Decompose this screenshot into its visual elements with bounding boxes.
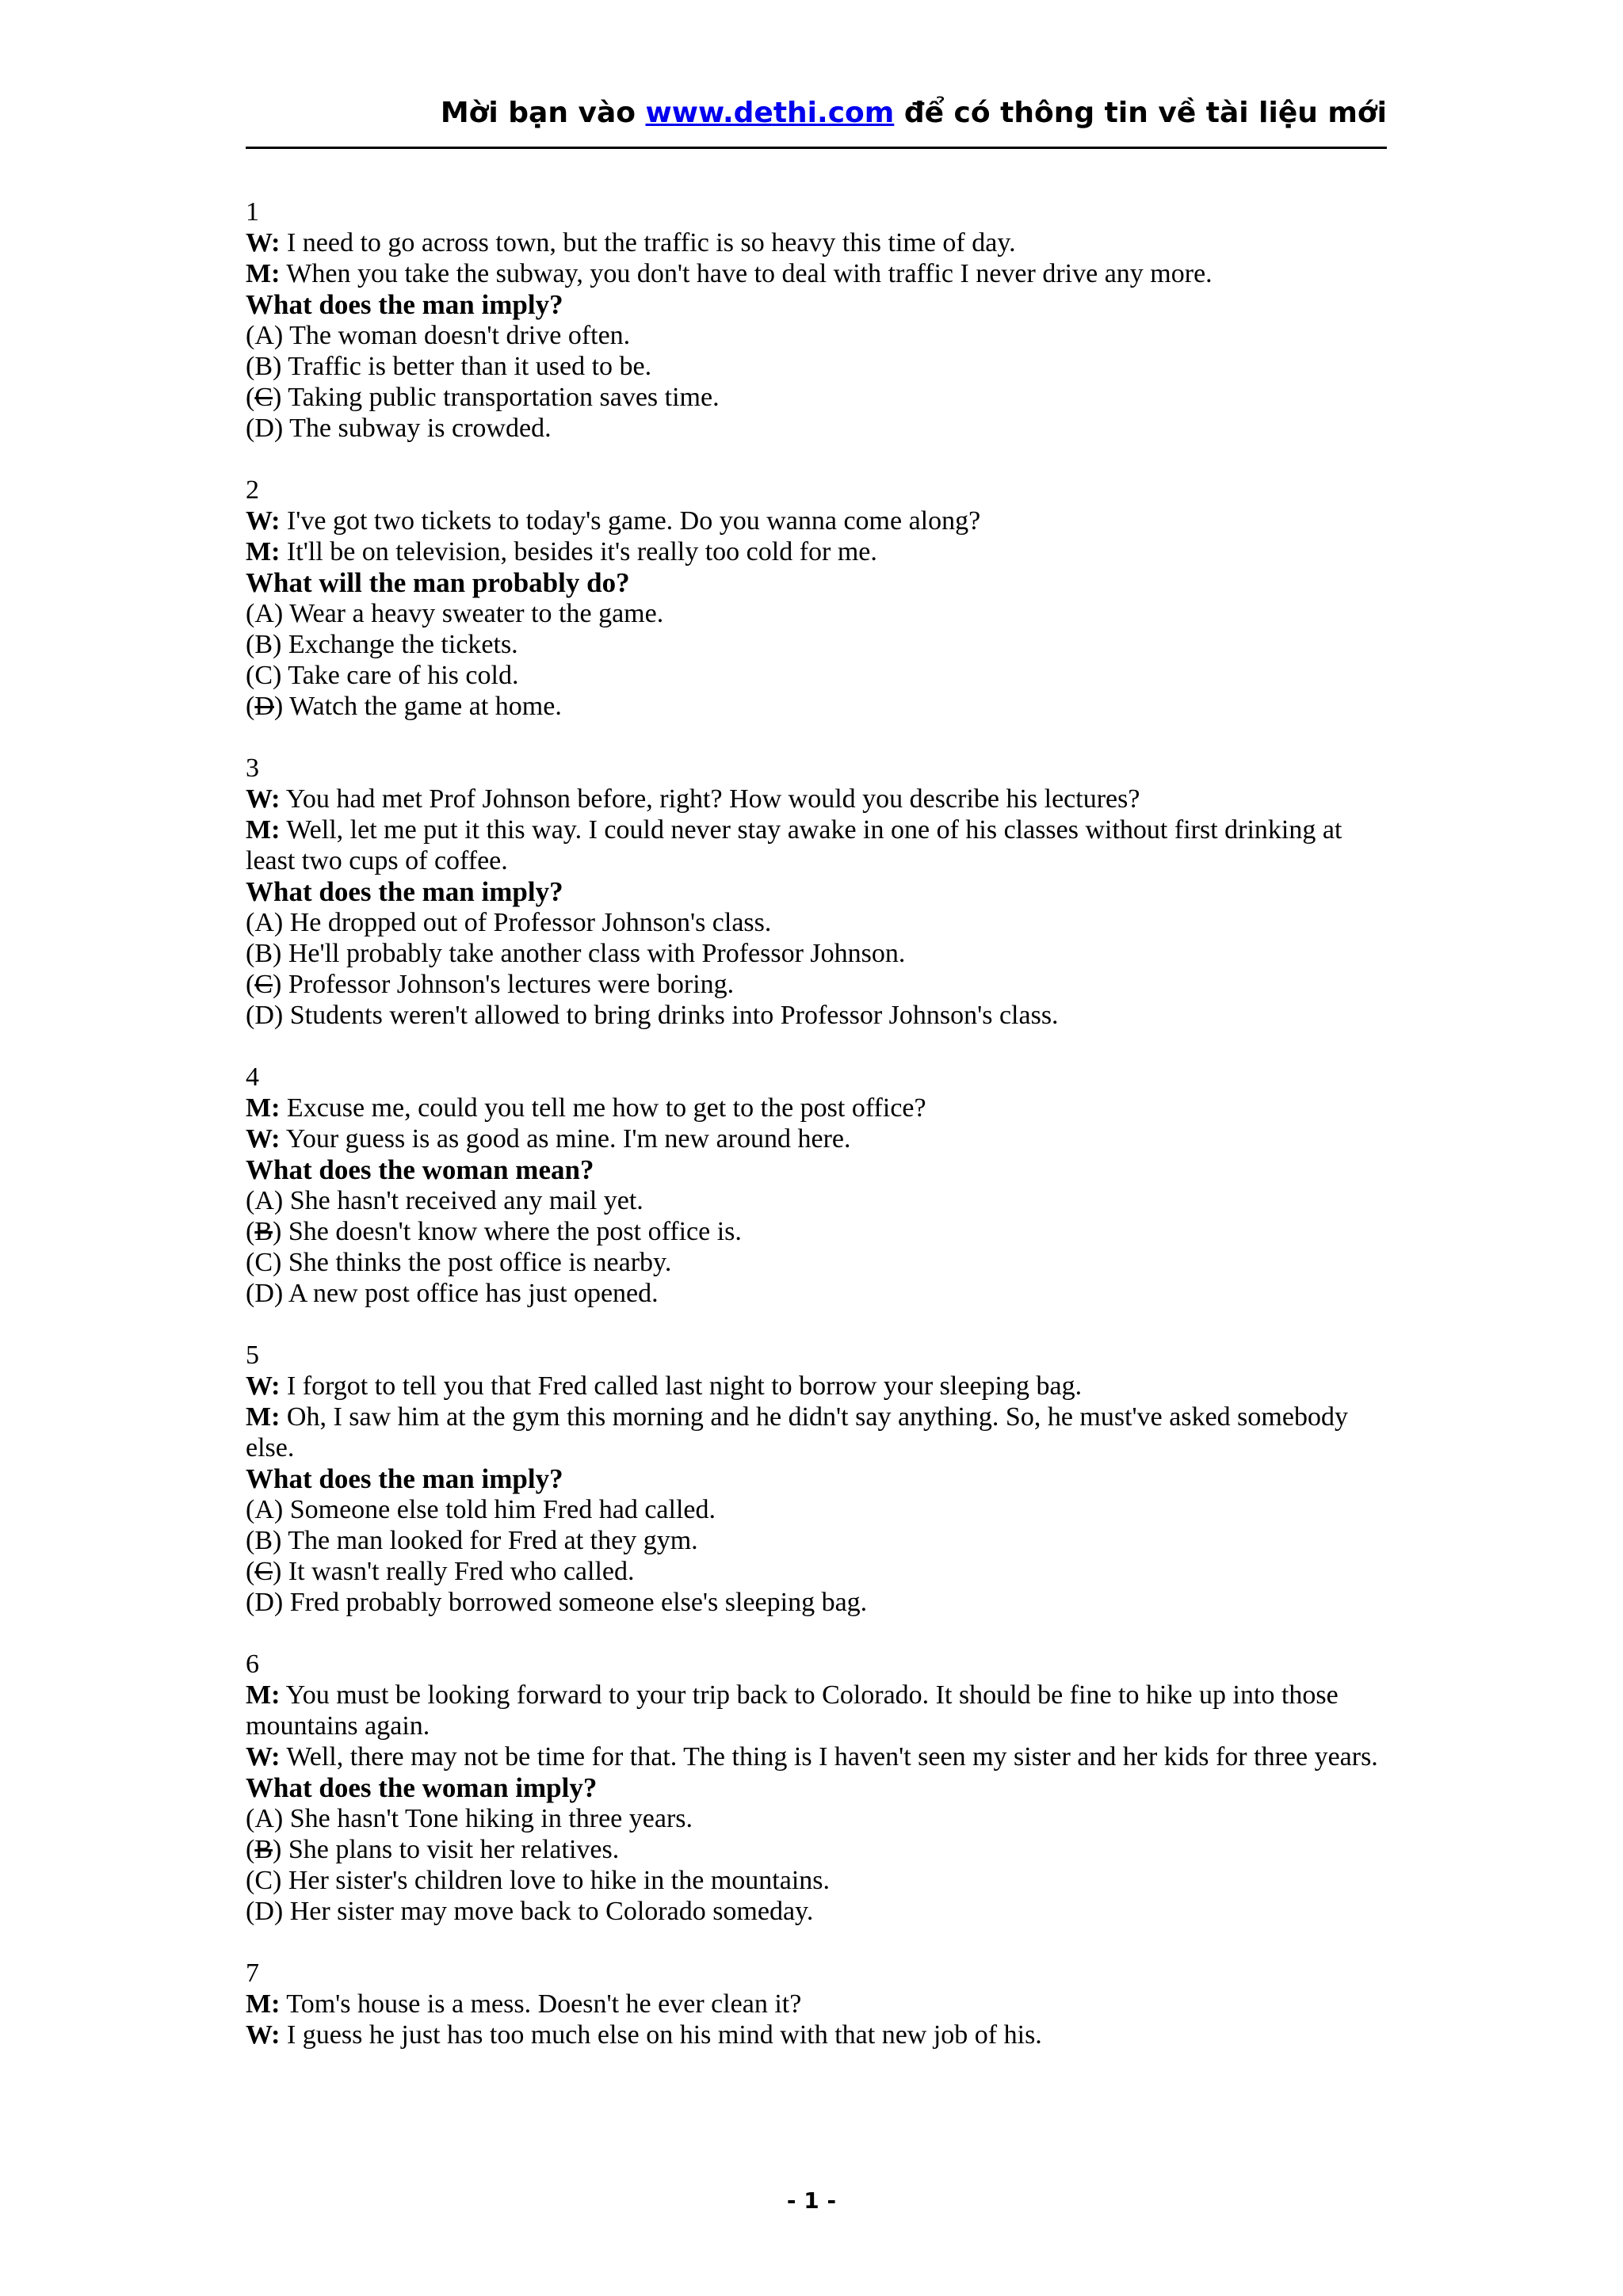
dialogue-line [246, 227, 1387, 258]
answer-letter: C [254, 661, 273, 690]
answer-option: (B) He'll probably take another class with Professor Johnson. [246, 939, 906, 968]
answer-letter: D [254, 1001, 274, 1030]
dialogue-line [246, 1989, 1387, 2019]
answer-option: (A) She hasn't Tone hiking in three years. [246, 1804, 693, 1833]
question-prompt: What does the woman mean? [246, 1154, 594, 1185]
dialogue-text: Your guess is as good as mine. I'm new around here. [280, 1124, 851, 1154]
speaker-label: M: [246, 1402, 281, 1432]
question-block [246, 753, 1387, 1031]
speaker-label: M: [246, 1093, 281, 1123]
dialogue-line [246, 1123, 1387, 1154]
speaker-label: M: [246, 259, 281, 288]
answer-letter: A [254, 1804, 274, 1833]
answer-option: (B) The man looked for Fred at they gym. [246, 1526, 698, 1555]
question-block [246, 1958, 1387, 2050]
answer-option: (C) Her sister's children love to hike in the mountains. [246, 1866, 830, 1895]
dialogue-line [246, 1371, 1387, 1402]
question-number: 3 [246, 753, 259, 783]
answer-letter: C [254, 1866, 273, 1895]
question-block [246, 1649, 1387, 1927]
speaker-label: M: [246, 1680, 281, 1710]
answer-letter-marked: B [254, 1217, 273, 1246]
dialogue-text: Tom's house is a mess. Doesn't he ever clean it? [280, 1989, 802, 2019]
question-prompt: What does the man imply? [246, 876, 563, 907]
answer-letter: A [254, 1186, 274, 1215]
answer-text: Someone else told him Fred had called. [289, 1495, 716, 1524]
answer-option: (D) Students weren't allowed to bring drinks into Professor Johnson's class. [246, 1001, 1059, 1030]
answer-letter-marked: C [254, 1557, 273, 1586]
answer-letter-marked: B [254, 1835, 273, 1864]
answer-option: (D) Watch the game at home. [246, 692, 562, 721]
answer-text: She doesn't know where the post office is. [288, 1217, 742, 1246]
answer-text: The man looked for Fred at they gym. [288, 1526, 698, 1555]
dialogue-line [246, 814, 1387, 876]
page-header [246, 93, 1387, 149]
answer-option: (B) She plans to visit her relatives. [246, 1835, 620, 1864]
speaker-label: M: [246, 1989, 281, 2019]
answer-letter: B [254, 352, 273, 381]
answer-text: She hasn't Tone hiking in three years. [289, 1804, 693, 1833]
dialogue-line [246, 1741, 1387, 1772]
answer-letter: D [254, 414, 274, 443]
answer-option: (C) Take care of his cold. [246, 661, 519, 690]
answer-letter-marked: C [254, 970, 273, 999]
answer-letter: C [254, 1248, 273, 1277]
question-prompt: What will the man probably do? [246, 567, 630, 598]
dialogue-line [246, 1093, 1387, 1123]
dialogue-line [246, 1402, 1387, 1463]
dialogue-text: Well, let me put it this way. I could never stay awake in one of his classes without first drinking at least two cups of coffee. [246, 815, 1342, 875]
answer-text: It wasn't really Fred who called. [288, 1557, 635, 1586]
answer-option: (C) It wasn't really Fred who called. [246, 1557, 635, 1586]
answer-letter: A [254, 321, 274, 350]
answer-option: (A) The woman doesn't drive often. [246, 321, 631, 350]
dialogue-text: You must be looking forward to your trip back to Colorado. It should be fine to hike up into those mountains again. [246, 1680, 1338, 1741]
answer-option: (D) Her sister may move back to Colorado someday. [246, 1897, 814, 1926]
dialogue-text: When you take the subway, you don't have to deal with traffic I never drive any more. [280, 259, 1212, 288]
question-number: 7 [246, 1958, 259, 1988]
answer-text: Wear a heavy sweater to the game. [289, 599, 664, 628]
dialogue-line [246, 1680, 1387, 1741]
dialogue-text: I've got two tickets to today's game. Do you wanna come along? [280, 506, 981, 536]
dialogue-text: I forgot to tell you that Fred called last night to borrow your sleeping bag. [280, 1371, 1083, 1401]
question-block [246, 1062, 1387, 1309]
answer-text: Students weren't allowed to bring drinks into Professor Johnson's class. [289, 1001, 1059, 1030]
question-number: 4 [246, 1062, 259, 1092]
answer-text: Her sister may move back to Colorado someday. [289, 1897, 814, 1926]
question-block [246, 475, 1387, 722]
answer-option: (A) She hasn't received any mail yet. [246, 1186, 643, 1215]
answer-text: She plans to visit her relatives. [288, 1835, 620, 1864]
speaker-label: W: [246, 1371, 281, 1401]
answer-letter: A [254, 908, 274, 937]
dialogue-line [246, 258, 1387, 289]
speaker-label: W: [246, 2020, 281, 2050]
question-prompt: What does the woman imply? [246, 1772, 598, 1803]
answer-letter-marked: C [254, 383, 273, 412]
question-block [246, 196, 1387, 444]
answer-text: Take care of his cold. [288, 661, 519, 690]
answer-letter: A [254, 1495, 274, 1524]
question-number: 1 [246, 197, 259, 227]
dialogue-text: You had met Prof Johnson before, right? How would you describe his lectures? [280, 784, 1140, 814]
answer-option: (D) A new post office has just opened. [246, 1279, 659, 1308]
page-number: - 1 - [786, 2187, 837, 2214]
answer-text: Exchange the tickets. [288, 630, 518, 659]
answer-option: (A) Wear a heavy sweater to the game. [246, 599, 664, 628]
answer-text: Professor Johnson's lectures were boring. [288, 970, 735, 999]
dialogue-text: Excuse me, could you tell me how to get to the post office? [280, 1093, 926, 1123]
answer-option: (D) Fred probably borrowed someone else's sleeping bag. [246, 1588, 868, 1617]
header-text [441, 93, 1387, 133]
answer-letter: B [254, 1526, 273, 1555]
answer-option: (C) Taking public transportation saves time. [246, 383, 720, 412]
answer-text: The woman doesn't drive often. [289, 321, 631, 350]
answer-letter-marked: D [254, 692, 274, 721]
dialogue-text: Oh, I saw him at the gym this morning and he didn't say anything. So, he must've asked somebody else. [246, 1402, 1348, 1463]
answer-text: Taking public transportation saves time. [288, 383, 720, 412]
answer-option: (D) The subway is crowded. [246, 414, 552, 443]
question-list [246, 196, 1387, 2081]
dialogue-text: I guess he just has too much else on his mind with that new job of his. [280, 2020, 1042, 2050]
speaker-label: W: [246, 1124, 281, 1154]
answer-text: Watch the game at home. [289, 692, 562, 721]
answer-letter: B [254, 630, 273, 659]
dialogue-line [246, 505, 1387, 536]
answer-text: The subway is crowded. [289, 414, 552, 443]
answer-option: (C) Professor Johnson's lectures were boring. [246, 970, 735, 999]
answer-text: She hasn't received any mail yet. [289, 1186, 643, 1215]
answer-letter: D [254, 1588, 274, 1617]
answer-option: (A) He dropped out of Professor Johnson's class. [246, 908, 772, 937]
answer-letter: D [254, 1897, 274, 1926]
dialogue-text: I need to go across town, but the traffic is so heavy this time of day. [280, 228, 1016, 257]
answer-text: He'll probably take another class with Professor Johnson. [288, 939, 906, 968]
answer-text: Fred probably borrowed someone else's sleeping bag. [289, 1588, 868, 1617]
question-prompt: What does the man imply? [246, 289, 563, 320]
answer-text: He dropped out of Professor Johnson's class. [289, 908, 772, 937]
answer-text: Her sister's children love to hike in the mountains. [288, 1866, 830, 1895]
speaker-label: W: [246, 228, 281, 257]
answer-option: (C) She thinks the post office is nearby. [246, 1248, 672, 1277]
answer-option: (B) Traffic is better than it used to be. [246, 352, 652, 381]
dialogue-text: Well, there may not be time for that. The thing is I haven't seen my sister and her kids for three years. [280, 1742, 1378, 1772]
question-number: 6 [246, 1650, 259, 1679]
speaker-label: W: [246, 784, 281, 814]
header-link[interactable]: www.dethi.com [645, 97, 895, 129]
answer-option: (B) She doesn't know where the post office is. [246, 1217, 742, 1246]
answer-letter: B [254, 939, 273, 968]
question-number: 2 [246, 475, 259, 505]
dialogue-line [246, 784, 1387, 814]
dialogue-text: It'll be on television, besides it's really too cold for me. [280, 537, 877, 566]
speaker-label: M: [246, 815, 281, 845]
answer-text: A new post office has just opened. [288, 1279, 659, 1308]
answer-letter: A [254, 599, 274, 628]
speaker-label: W: [246, 1742, 281, 1772]
answer-option: (B) Exchange the tickets. [246, 630, 518, 659]
speaker-label: W: [246, 506, 281, 536]
answer-option: (A) Someone else told him Fred had called. [246, 1495, 716, 1524]
question-prompt: What does the man imply? [246, 1463, 563, 1494]
speaker-label: M: [246, 537, 281, 566]
header-suffix: để có thông tin về tài liệu mới [894, 97, 1387, 129]
answer-letter: D [254, 1279, 274, 1308]
answer-text: Traffic is better than it used to be. [288, 352, 652, 381]
answer-text: She thinks the post office is nearby. [288, 1248, 672, 1277]
question-block [246, 1340, 1387, 1618]
question-number: 5 [246, 1341, 259, 1370]
header-prefix: Mời bạn vào [440, 97, 646, 129]
dialogue-line [246, 536, 1387, 567]
dialogue-line [246, 2019, 1387, 2050]
